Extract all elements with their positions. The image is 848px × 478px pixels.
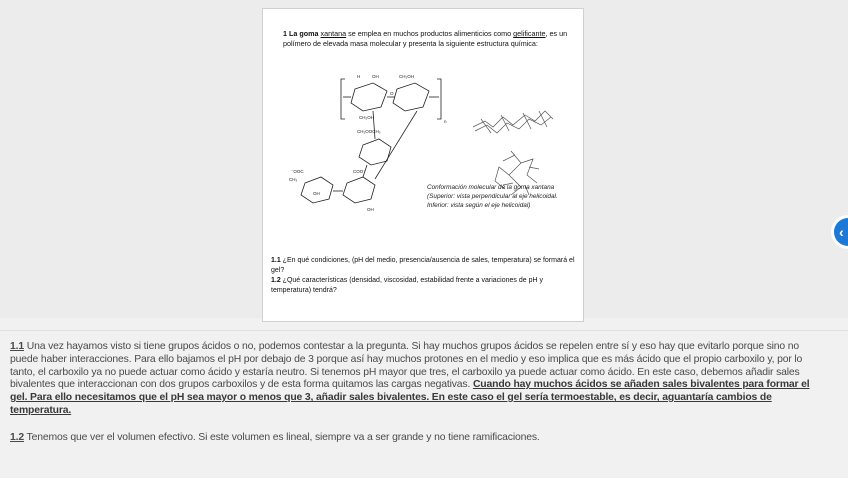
label-ooc: ⁻OOC [291,169,304,174]
question-1-2 [271,276,581,296]
answer-1-2-number: 1.2 [10,432,24,443]
question-1-2-text: ¿Qué características (densidad, viscosidad, estabilidad frente a variaciones de pH y temperatura) tendrá? [271,277,543,294]
answer-1-1 [10,341,825,418]
question-1-2-number: 1.2 [271,277,281,284]
caption-line-2: (Superior: vista perpendicular al eje helicoidal. [427,193,558,200]
label-o: O [390,91,394,96]
answer-1-1-text: Una vez hayamos visto si tiene grupos ácidos o no, podemos contestar a la pregunta. Si hay muchos grupos ácidos se repelen entre sí y eso hay que evitarlo porque sino no puede haber interacciones. Para ello bajamos el pH por debajo de 3 porque así hay muchos protones en el medio y eso implica que es más ácido que el propio carboxilo y, por lo tanto, el carboxilo ya no puede actuar como ácido y estaría neutro. Si tenemos pH mayor que tres, el carboxilo ya puede actuar como ácido. En este caso, debemos añadir sales bivalentes que interaccionan con dos grupos carboxilos y de esta forma quitamos las cargas negativas. [10,341,803,391]
answer-1-1-conclusion: Cuando hay muchos ácidos se añaden sales bivalentes para formar el gel. Para ello necesitamos que el pH sea mayor o menos que 3, añadir sales bivalentes. En este caso el gel sería termoestable, es decir, aguantaría cambios de temperatura. [10,379,810,416]
question-1-1 [271,256,581,276]
intro-prefix: 1 La goma [283,29,321,38]
exercise-image [262,8,584,322]
question-1-1-number: 1.1 [271,257,281,264]
label-ch2ooch3: CH₂OOCH₃ [357,129,381,134]
label-coo: COO⁻ [353,169,366,174]
label-n: n [444,119,447,124]
answer-1-1-number: 1.1 [10,341,24,352]
exercise-questions [271,256,581,296]
intro-suffix: , es un polímero de elevada masa molecular y presenta la siguiente estructura química: [283,29,568,48]
label-ch3: CH₃ [289,177,298,182]
intro-middle: se emplea en muchos productos alimenticios como [346,29,514,38]
caption-line-3: Inferior: vista según el eje helicoidal) [427,202,531,209]
intro-term-gelificante: gelificante [513,29,546,38]
chevron-glyph: ‹ [839,224,844,240]
question-1-1-text: ¿En qué condiciones, (pH del medio, presencia/ausencia de sales, temperatura) se formará el gel? [271,257,575,274]
answer-1-2 [10,432,825,445]
label-oh-b: OH [313,191,320,196]
label-h: H [357,74,361,79]
label-oh-c: OH [367,207,374,212]
intro-term-xantana: xantana [320,29,347,38]
label-oh: OH [372,74,379,79]
label-ch2oh-a: CH₂OH [399,74,414,79]
caption-line-1: Conformación molecular de la goma xantana [427,184,555,191]
label-ch2oh-b: CH₂OH [359,115,374,120]
exercise-intro [283,29,573,49]
figure-caption [427,183,587,210]
answer-1-2-text: Tenemos que ver el volumen efectivo. Si este volumen es lineal, siempre va a ser grande y no tiene ramificaciones. [24,432,540,443]
